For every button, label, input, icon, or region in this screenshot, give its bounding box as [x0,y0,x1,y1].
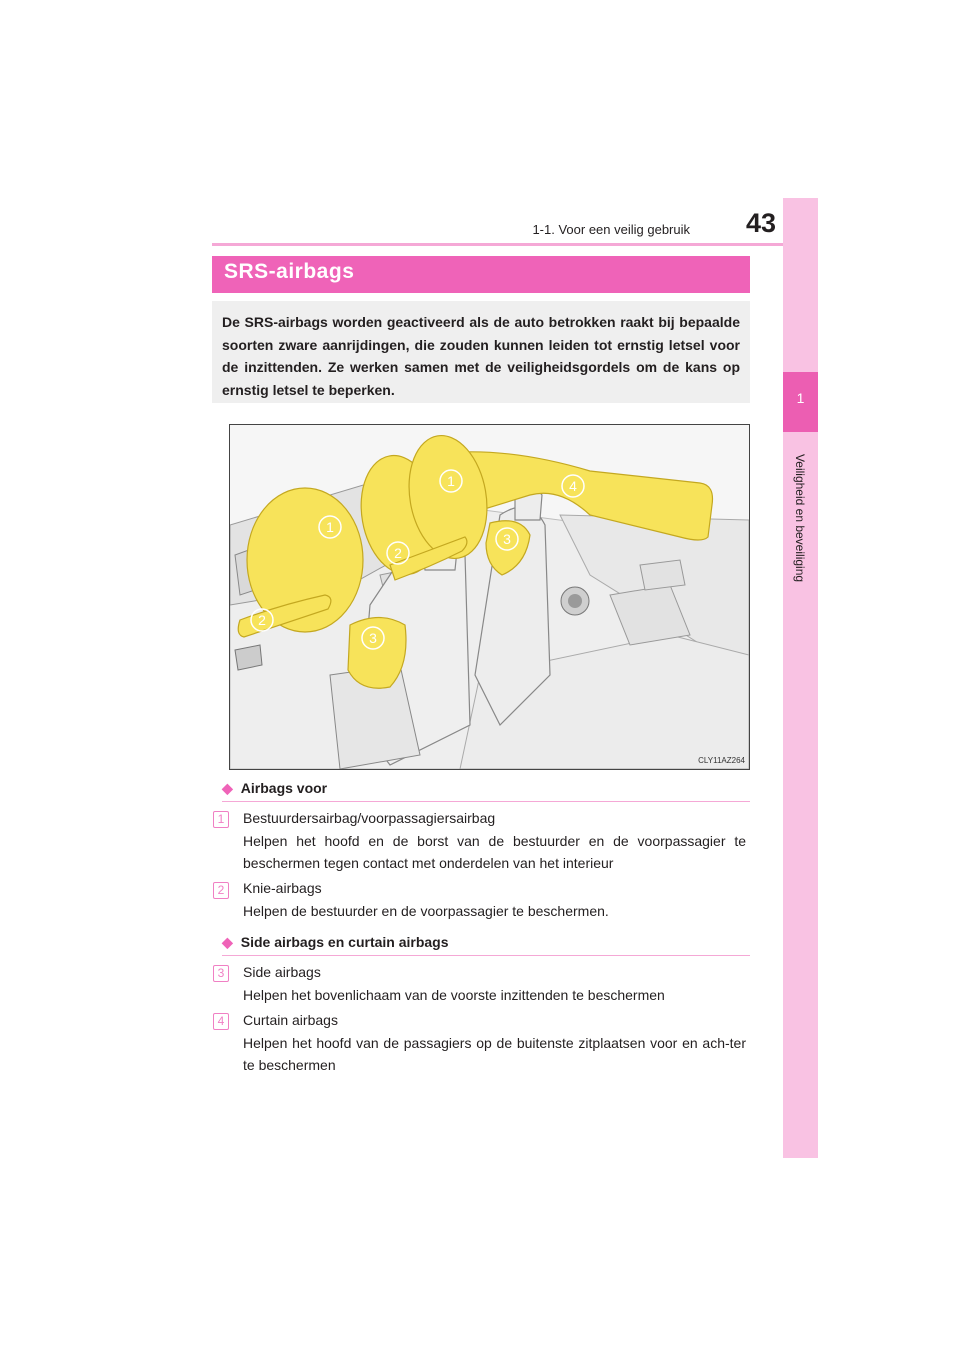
subheading-side-curtain-airbags: ◆ Side airbags en curtain airbags [222,934,449,950]
callout-label: 1 [447,473,455,489]
section-heading-bar [212,256,750,293]
item-description: Helpen de bestuurder en de voorpassagier te beschermen. [243,902,609,919]
list-item [243,1009,746,1077]
item-number-badge: 4 [213,1013,229,1030]
item-name: Curtain airbags [243,1012,338,1028]
callout-label: 2 [394,545,402,561]
list-item [243,807,746,875]
list-item [243,877,746,922]
item-number-badge: 3 [213,965,229,982]
item-name: Knie-airbags [243,880,322,896]
subheading-rule [222,801,750,802]
chapter-title: Veiligheid en beveiliging [793,453,807,583]
callout-label: 3 [369,630,377,646]
airbag-illustration [229,424,750,770]
item-description: Helpen het hoofd van de passagiers op de buitenste zitplaatsen voor en ach-ter te beschermen [243,1034,746,1073]
item-description: Helpen het bovenlichaam van de voorste inzittenden te beschermen [243,986,665,1003]
chapter-number: 1 [796,390,805,406]
subheading-rule [222,955,750,956]
callout-label: 4 [569,478,577,494]
section-title: SRS-airbags [224,260,355,283]
subheading-front-airbags: ◆ Airbags voor [222,780,328,796]
callout-label: 1 [326,519,334,535]
chapter-side-tab [783,198,818,1158]
diamond-bullet-icon: ◆ [222,780,233,796]
car-interior-drawing [230,425,749,769]
chapter-section-header: 1-1. Voor een veilig gebruik [532,222,690,237]
intro-box: De SRS-airbags worden geactiveerd als de auto betrokken raakt bij bepaalde soorten zware aanrijdingen, die zouden kunnen leiden tot ernstig letsel voor de inzittenden. Ze werken samen met de veiligheidsgordels om de kans op ernstig letsel te beperken. [212,301,750,403]
item-name: Bestuurdersairbag/voorpassagiersairbag [243,810,496,826]
callout-label: 3 [503,531,511,547]
page-number: 43 [745,208,776,238]
diamond-bullet-icon: ◆ [222,934,233,950]
item-description: Helpen het hoofd en de borst van de bestuurder en de voorpassagier te beschermen tegen contact met onderdelen van het interieur [243,832,746,871]
item-name: Side airbags [243,964,321,980]
figure-code: CLY11AZ264 [698,756,745,765]
list-item [243,961,746,1006]
item-number-badge: 1 [213,811,229,828]
header-rule [212,243,818,246]
callout-label: 2 [258,612,266,628]
item-number-badge: 2 [213,882,229,899]
